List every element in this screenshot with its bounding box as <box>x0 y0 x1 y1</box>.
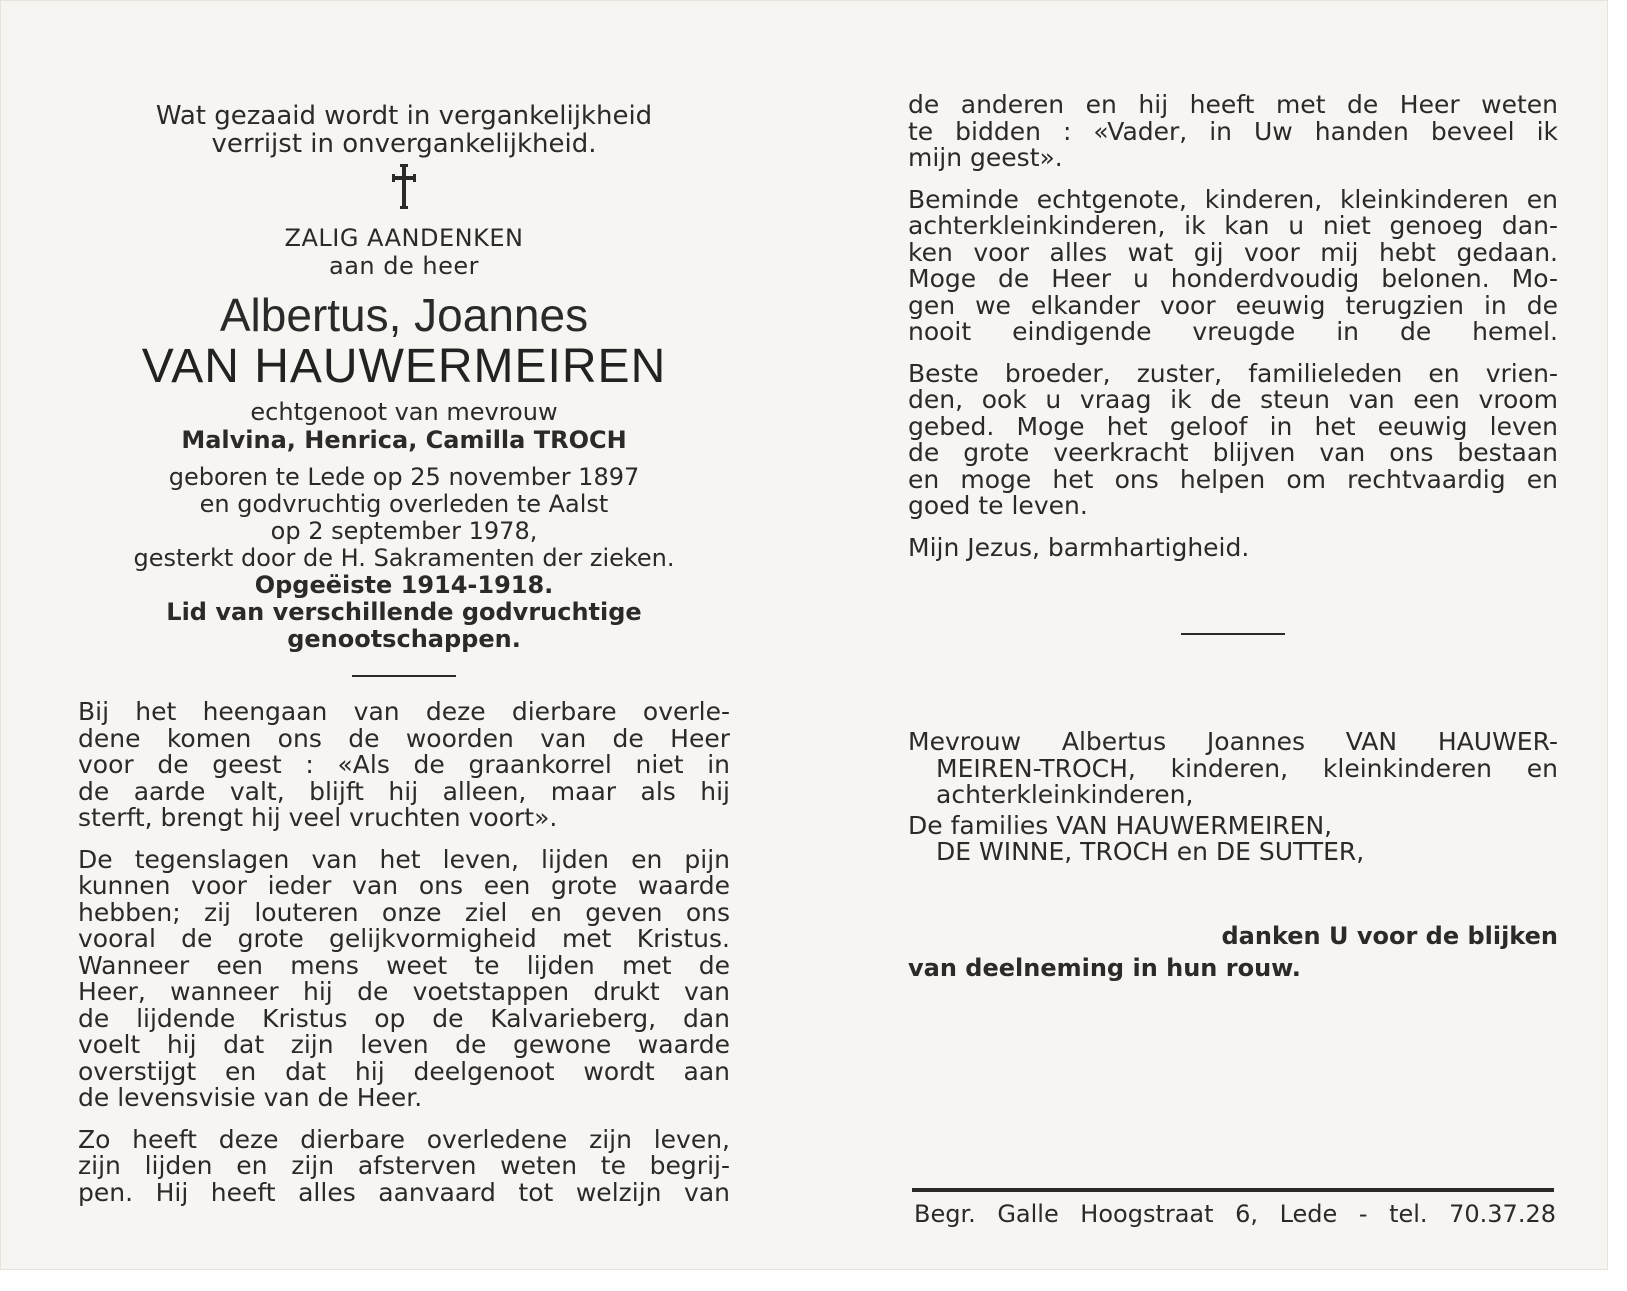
detail-line: op 2 september 1978, <box>270 517 538 545</box>
text-line: Beste broeder, zuster, familieleden en vrien- <box>908 360 1558 387</box>
spouse-name: Malvina, Henrica, Camilla TROCH <box>181 426 627 454</box>
text-line: goed te leven. <box>908 493 1088 520</box>
left-column <box>78 92 730 1221</box>
zalig-aandenken: ZALIG AANDENKEN <box>284 224 524 252</box>
text-line: mijn geest». <box>908 145 1063 172</box>
thanks-line-1: danken U voor de blijken <box>1221 921 1558 950</box>
surname: VAN HAUWERMEIREN <box>141 340 667 393</box>
detail-line: gesterkt door de H. Sakramenten der zieken. <box>133 544 675 572</box>
text-line: achterkleinkinderen, ik kan u niet genoeg dan- <box>908 213 1558 240</box>
text-line: gebed. Moge het geloof in het eeuwig leven <box>908 413 1558 440</box>
paragraph-5 <box>908 187 1558 346</box>
text-line: Zo heeft deze dierbare overledene zijn leven, <box>78 1126 730 1153</box>
printer-rule <box>912 1188 1554 1192</box>
text-line: sterft, brengt hij veel vruchten voort». <box>78 805 558 832</box>
text-line: de anderen en hij heeft met de Heer weten <box>908 92 1558 119</box>
text-line: de levensvisie van de Heer. <box>78 1085 423 1112</box>
thanks-line-2: van deelneming in hun rouw. <box>908 953 1301 982</box>
family-line: achterkleinkinderen, <box>936 780 1194 809</box>
life-details <box>78 464 730 653</box>
family-block <box>908 729 1558 866</box>
aan-de-heer: aan de heer <box>329 252 479 280</box>
spouse-block <box>78 398 730 454</box>
spouse-label: echtgenoot van mevrouw <box>250 398 558 426</box>
text-line: pen. Hij heeft alles aanvaard tot welzijn van <box>78 1179 730 1206</box>
detail-bold-line: Lid van verschillende godvruchtige <box>166 598 642 626</box>
motto <box>78 102 730 158</box>
paragraph-3 <box>78 1127 730 1207</box>
text-line: vooral de grote gelijkvormigheid met Kristus. <box>78 926 730 953</box>
right-column <box>908 92 1558 984</box>
text-line: de lijdende Kristus op de Kalvarieberg, dan <box>78 1005 730 1032</box>
text-line: dene komen ons de woorden van de Heer <box>78 725 730 752</box>
detail-bold-line: genootschappen. <box>287 625 521 653</box>
text-line: en moge het ons helpen om rechtvaardig en <box>908 466 1558 493</box>
paragraph-1 <box>78 699 730 832</box>
text-line: gen we elkander voor eeuwig terugzien in de <box>908 292 1558 319</box>
motto-line-1: Wat gezaaid wordt in vergankelijkheid <box>155 101 653 131</box>
text-line: voelt hij dat zijn leven de gewone waarde <box>78 1032 730 1059</box>
given-names: Albertus, Joannes <box>219 289 589 341</box>
text-line: nooit eindigende vreugde in de hemel. <box>908 319 1558 346</box>
text-line: Beminde echtgenote, kinderen, kleinkinderen en <box>908 186 1558 213</box>
heading <box>78 224 730 394</box>
text-line: Moge de Heer u honderdvoudig belonen. Mo- <box>908 266 1558 293</box>
text-line: Mijn Jezus, barmhartigheid. <box>908 534 1250 561</box>
text-line: overstijgt en dat hij deelgenoot wordt aan <box>78 1058 730 1085</box>
family-line: De families VAN HAUWERMEIREN, <box>908 810 1333 840</box>
text-line: den, ook u vraag ik de steun van een vroom <box>908 387 1558 414</box>
printer-credit: Begr. Galle Hoogstraat 6, Lede - tel. 70.37.28 <box>914 1200 1556 1228</box>
text-line: Bij het heengaan van deze dierbare overle- <box>78 699 730 726</box>
detail-line: en godvruchtig overleden te Aalst <box>199 490 609 518</box>
text-line: de grote veerkracht blijven van ons bestaan <box>908 440 1558 467</box>
detail-bold-line: Opgeëiste 1914-1918. <box>254 571 554 599</box>
divider <box>1181 633 1285 635</box>
text-line: de aarde valt, blijft hij alleen, maar als hij <box>78 778 730 805</box>
divider <box>352 675 456 677</box>
cross-icon <box>78 164 730 220</box>
text-line: zijn lijden en zijn afsterven weten te begrij- <box>78 1153 730 1180</box>
family-line: DE WINNE, TROCH en DE SUTTER, <box>936 837 1365 866</box>
paragraph-7 <box>908 535 1558 562</box>
text-line: De tegenslagen van het leven, lijden en pijn <box>78 846 730 873</box>
text-line: ken voor alles wat gij voor mij hebt gedaan. <box>908 239 1558 266</box>
text-line: kunnen voor ieder van ons een grote waarde <box>78 873 730 900</box>
motto-line-2: verrijst in onvergankelijkheid. <box>211 129 597 159</box>
text-line: Heer, wanneer hij de voetstappen drukt van <box>78 979 730 1006</box>
text-line: Wanneer een mens weet te lijden met de <box>78 952 730 979</box>
text-line: te bidden : «Vader, in Uw handen beveel ik <box>908 118 1558 145</box>
family-line: MEIREN-TROCH, kinderen, kleinkinderen en <box>936 753 1558 783</box>
paragraph-6 <box>908 361 1558 520</box>
detail-line: geboren te Lede op 25 november 1897 <box>168 463 640 491</box>
text-line: hebben; zij louteren onze ziel en geven ons <box>78 899 730 926</box>
paragraph-4 <box>908 92 1558 172</box>
paragraph-2 <box>78 847 730 1112</box>
text-line: voor de geest : «Als de graankorrel niet in <box>78 752 730 779</box>
thanks-block <box>908 920 1558 984</box>
family-line: Mevrouw Albertus Joannes VAN HAUWER- <box>908 727 1558 756</box>
